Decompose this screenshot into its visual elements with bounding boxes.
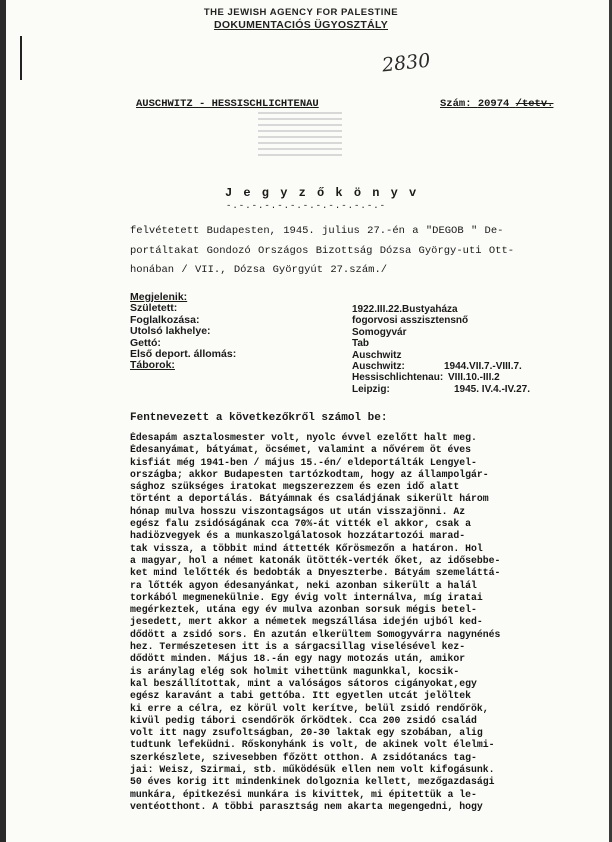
body-line: ra lőtték agyon édesanyánkat, neki azonban sikerült a halál — [130, 579, 477, 591]
field-label-camps: Táborok: — [130, 359, 175, 372]
body-line: kivül pedig tábori csendőrök őrködtek. Cca 200 zsidó család — [130, 714, 477, 726]
appears-label: Megjelenik: — [130, 291, 188, 303]
body-line: ket mind lelőtték és bedobták a Dnyeszterbe. Bátyám szemeláttá- — [130, 567, 501, 579]
body-line: jai: Weisz, Szirmai, stb. működésük ellen nem volt kifogásunk. — [130, 764, 495, 776]
camp-dates: 1945. IV.4.-IV.27. — [454, 383, 530, 395]
number-suffix: /tetv. — [515, 98, 554, 110]
field-label-first-deportation: Első deport. állomás: — [130, 348, 237, 361]
body-line: torkából megmenekülnie. Egy évig volt internálva, míg iratai — [130, 591, 483, 603]
agency-stamp — [198, 6, 404, 32]
field-value-first-deportation: Auschwitz — [352, 349, 402, 361]
margin-mark — [20, 36, 22, 80]
body-line: tudtunk lefeküdni. Rőskonyhánk is volt, de akinek volt élelmi- — [130, 739, 495, 751]
number-value: 20974 — [477, 98, 510, 110]
personal-data-values — [352, 304, 468, 361]
body-line: volt itt nagy zsufoltságban, 20-30 laktak egy szobában, alig — [130, 727, 483, 739]
number-label: Szám: — [440, 98, 472, 110]
field-value-occupation: fogorvosi asszisztensnő — [352, 315, 469, 327]
camp-row — [352, 372, 592, 383]
body-line: hónap mulva hosszu viszontagságos ut után visszajönni. Az — [130, 505, 466, 517]
body-line: 50 éves korig itt mindenkinek dolgoznia kellett, mezőgazdasági — [130, 776, 495, 788]
body-line: szerkészlete, szivesebben főzött otthon. A zsidótanács tag- — [130, 751, 477, 763]
intro-paragraph — [130, 222, 586, 281]
camp-name: Hessischlichtenau: — [352, 372, 444, 384]
body-line: egész falu zsidóságának cca 70%-át vitték el akkor, csak a — [130, 518, 471, 530]
camp-row — [352, 361, 592, 372]
field-label-occupation: Foglalkozása: — [130, 313, 200, 326]
body-line: hez. Természetesen itt is a sárgacsillag viselésével kez- — [130, 641, 466, 653]
testimony-body — [130, 432, 588, 813]
heading-rule: -.-.-.-.-.-.-.-.-.-.-.-.- — [226, 201, 387, 211]
protocol-heading: J e g y z ő k ö n y v — [225, 186, 419, 200]
document-number — [440, 98, 553, 110]
field-value-last-residence: Somogyvár — [352, 326, 407, 338]
body-line: megérkeztek, utána egy év mulva azonban sorsuk mégis betel- — [130, 604, 477, 616]
intro-line: felvétetett Budapesten, 1945. julius 27.-én a "DEGOB " De- — [130, 225, 504, 237]
field-label-born: Született: — [130, 302, 178, 315]
body-line: kal beszállítottak, mint a valóságos sátoros cigányokat,egy — [130, 677, 477, 689]
bleed-through-text — [258, 112, 342, 160]
body-line: hadiözvegyek és a munkaszolgálatosok hozzátartozói marad- — [130, 530, 466, 542]
body-line: Édesapám asztalosmester volt, nyolc évvel ezelőtt halt meg. — [130, 432, 477, 443]
testimony-lead: Fentnevezett a következőkről számol be: — [130, 412, 388, 424]
camp-dates: 1944.VII.7.-VIII.7. — [444, 361, 522, 372]
camps-list — [352, 361, 592, 395]
body-line: ventéotthont. A többi parasztság nem akarta megengedni, hogy — [130, 800, 483, 812]
scan-left-edge — [0, 0, 6, 842]
body-line: is aránylag elég sok holmit vihettünk magunkkal, kocsik- — [130, 665, 460, 677]
intro-line: portáltakat Gondozó Országos Bizottság Dózsa György-uti Ott- — [130, 244, 515, 257]
body-line: kisfiát még 1941-ben / május 15.-én/ eldeportálták Lengyel- — [130, 456, 477, 468]
field-value-born: 1922.III.22.Bustyaháza — [352, 304, 458, 315]
body-line: országba; akkor Budapesten tartózkodtam, hogy az állampolgár- — [130, 468, 489, 480]
field-value-ghetto: Tab — [352, 338, 370, 350]
personal-data-labels — [130, 292, 236, 372]
body-line: jesedett, mert akkor a németek megszállása idején ujból ked- — [130, 616, 483, 628]
body-line: sághoz szükséges iratokat megszerezzem és ezen idő alatt — [130, 481, 460, 493]
body-line: egész karavánt a tabi gettóba. Itt egyetlen utcát jelöltek — [130, 690, 471, 702]
body-line: dődött a zsidó sors. Én azután elkerültem Somogyvárra nagynénés — [130, 628, 501, 640]
camp-name: Leipzig: — [352, 383, 390, 395]
handwritten-archive-number: 2830 — [380, 49, 432, 77]
body-line: a magyar, hol a német katonák ütötték-verték őket, az idősebbe- — [130, 554, 501, 566]
camp-name: Auschwitz: — [352, 361, 405, 372]
body-line: dődött minden. Május 18.-án egy nagy motozás után, amikor — [130, 653, 466, 665]
intro-line: honában / VII., Dózsa Györgyút 27.szám./ — [130, 264, 388, 276]
body-line: munkára, épitkezési munkára is kivittek, mi épitettük a le- — [130, 788, 477, 800]
camp-dates: VIII.10.-III.2 — [448, 372, 500, 384]
stamp-line-1: THE JEWISH AGENCY FOR PALESTINE — [203, 7, 399, 18]
field-label-ghetto: Gettó: — [130, 336, 161, 349]
camp-row — [352, 384, 592, 395]
body-line: tak vissza, a többit mind áttették Kőrösmezőn a határon. Hol — [130, 542, 483, 554]
body-line: történt a deportálás. Bátyámnak és családjának sikerült három — [130, 493, 489, 505]
stamp-line-2: DOKUMENTACIÓS ÜGYOSZTÁLY — [213, 19, 389, 31]
body-line: ki erre a célra, ez körül volt kerítve, belül zsidó rendőrök, — [130, 702, 489, 714]
body-line: Édesanyámat, bátyámat, öcsémet, valamint a nővérem öt éves — [130, 444, 471, 456]
document-title: AUSCHWITZ - HESSISCHLICHTENAU — [136, 98, 319, 110]
field-label-last-residence: Utolsó lakhelye: — [130, 325, 211, 338]
